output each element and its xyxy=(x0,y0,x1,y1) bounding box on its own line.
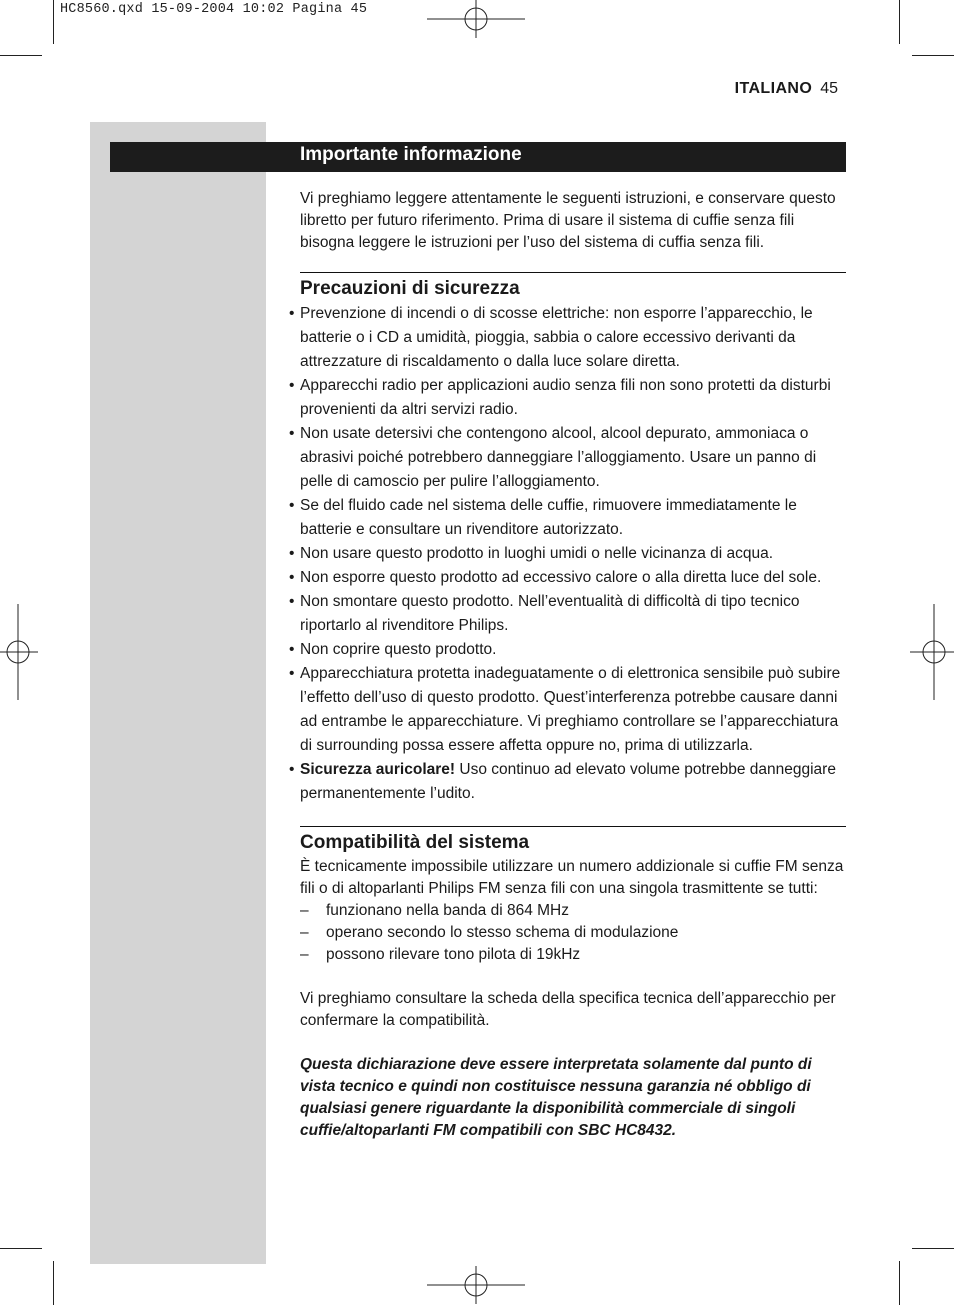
compat-conditions-list xyxy=(300,900,846,966)
list-item: • Non coprire questo prodotto. xyxy=(300,638,846,662)
compat-intro: È tecnicamente impossibile utilizzare un numero addizionale si cuffie FM senza fili o di altoparlanti Philips FM senza fili con una singola trasmittente se tutti: xyxy=(300,858,844,897)
page-title: Importante informazione xyxy=(300,144,522,165)
crop-mark-bottom-right-v xyxy=(899,1261,900,1305)
list-item: • Apparecchi radio per applicazioni audio senza fili non sono protetti da disturbi provenienti da altri servizi radio. xyxy=(300,374,846,422)
registration-mark-right xyxy=(910,604,954,700)
crop-mark-top-left-h xyxy=(0,55,42,56)
safety-section-title: Precauzioni di sicurezza xyxy=(300,272,846,302)
crop-mark-bottom-right-h xyxy=(912,1248,954,1249)
list-item: • Non usare questo prodotto in luoghi umidi o nelle vicinanza di acqua. xyxy=(300,542,846,566)
page-number: 45 xyxy=(820,80,838,97)
list-item: – funzionano nella banda di 864 MHz xyxy=(300,900,846,922)
list-item: – possono rilevare tono pilota di 19kHz xyxy=(300,944,846,966)
registration-mark-bottom xyxy=(427,1266,525,1304)
crop-mark-bottom-left-h xyxy=(0,1248,42,1249)
crop-mark-top-right-h xyxy=(912,55,954,56)
page-header xyxy=(735,80,838,98)
language-label: ITALIANO xyxy=(734,80,813,97)
list-item: • Sicurezza auricolare! Uso continuo ad elevato volume potrebbe danneggiare permanentemente l’udito. xyxy=(300,758,846,806)
list-item: – operano secondo lo stesso schema di modulazione xyxy=(300,922,846,944)
main-title-bar xyxy=(110,142,846,172)
list-item: • Prevenzione di incendi o di scosse elettriche: non esporre l’apparecchio, le batterie o i CD a umidità, pioggia, sabbia o calore eccessivo derivanti da attrezzature di riscaldamento o dalla luce solare diretta. xyxy=(300,302,846,374)
list-item: • Se del fluido cade nel sistema delle cuffie, rimuovere immediatamente le batterie e consultare un rivenditore autorizzato. xyxy=(300,494,846,542)
compat-disclaimer: Questa dichiarazione deve essere interpretata solamente dal punto di vista tecnico e quindi non costituisce nessuna garanzia né obbligo di qualsiasi genere riguardante la disponibilità commerciale di singoli cuffie/altoparlanti FM compatibili con SBC HC8432. xyxy=(300,1056,812,1139)
registration-mark-left xyxy=(0,604,38,700)
side-gray-band xyxy=(90,122,266,1264)
list-item: • Apparecchiatura protetta inadeguatamente o di elettronica sensibile può subire l’effetto dell’uso di questo prodotto. Quest’interferenza potrebbe causare danni ad entrambe le apparecchiature. Vi preghiamo controllare se l’apparecchiatura di surrounding possa essere affetta oppure no, prima di utilizzarla. xyxy=(300,662,846,758)
crop-mark-top-right-v xyxy=(899,0,900,44)
list-item: • Non usate detersivi che contengono alcool, alcool depurato, ammoniaca o abrasivi poiché potrebbero danneggiare l’alloggiamento. Usare un panno di pelle di camoscio per pulire l’alloggiamento. xyxy=(300,422,846,494)
content-column xyxy=(300,188,846,1142)
safety-list xyxy=(300,302,846,806)
compat-section-title: Compatibilità del sistema xyxy=(300,826,846,856)
compat-note: Vi preghiamo consultare la scheda della specifica tecnica dell’apparecchio per confermare la compatibilità. xyxy=(300,990,836,1029)
registration-mark-top xyxy=(427,0,525,38)
print-slug: HC8560.qxd 15-09-2004 10:02 Pagina 45 xyxy=(60,2,368,17)
crop-mark-top-left-v xyxy=(53,0,54,44)
crop-mark-bottom-left-v xyxy=(53,1261,54,1305)
ear-safety-label: Sicurezza auricolare! xyxy=(300,761,456,778)
list-item: • Non esporre questo prodotto ad eccessivo calore o alla diretta luce del sole. xyxy=(300,566,846,590)
intro-paragraph: Vi preghiamo leggere attentamente le seguenti istruzioni, e conservare questo libretto per futuro riferimento. Prima di usare il sistema di cuffie senza fili bisogna leggere le istruzioni per l’uso del sistema di cuffia senza fili. xyxy=(300,190,836,251)
list-item: • Non smontare questo prodotto. Nell’eventualità di difficoltà di tipo tecnico riportarlo al rivenditore Philips. xyxy=(300,590,846,638)
